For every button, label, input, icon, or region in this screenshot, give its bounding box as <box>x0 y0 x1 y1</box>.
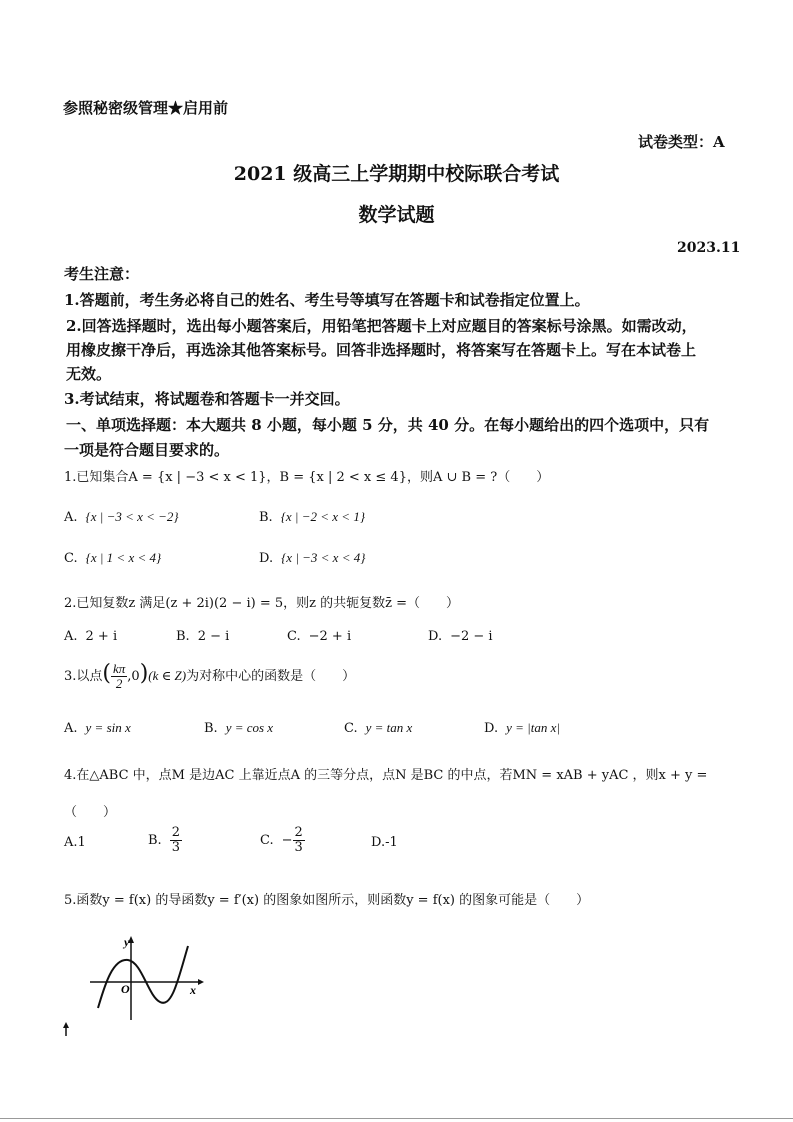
notice-item-2-line3: 无效。 <box>66 365 112 383</box>
question-1-stem: 1.已知集合A = {x | −3 < x < 1}，B = {x | 2 < x ≤ 4}，则A ∪ B = ?（ ） <box>64 470 550 485</box>
option-label: A. <box>64 510 78 525</box>
origin-label: O <box>121 982 130 996</box>
option-label: A. <box>64 721 78 736</box>
derivative-graph <box>60 930 210 1040</box>
option-label: A. <box>64 835 78 850</box>
fraction <box>111 662 127 691</box>
close-paren: ) <box>139 661 149 686</box>
question-2-option-d <box>428 629 493 644</box>
option-label: C. <box>64 551 78 566</box>
option-label: C. <box>344 721 358 736</box>
page-bottom-rule <box>0 1118 793 1119</box>
paper-type: 试卷类型：A <box>638 133 725 151</box>
section-1-heading: 一、单项选择题：本大题共 8 小题，每小题 5 分，共 40 分。在每小题给出的四个选项中，只有 <box>66 416 710 434</box>
secret-notice: 参照秘密级管理★启用前 <box>63 99 229 117</box>
question-3-option-d <box>484 720 560 736</box>
question-1-option-b <box>259 509 365 525</box>
fraction-numerator: kπ <box>113 661 126 676</box>
option-text: y = sin x <box>85 720 131 735</box>
option-text: -1 <box>385 835 398 850</box>
option-label: C. <box>287 629 301 644</box>
question-4-option-b <box>148 826 182 855</box>
option-text: −2 + i <box>308 629 352 644</box>
option-label: B. <box>259 510 273 525</box>
option-label: A. <box>64 629 78 644</box>
option-text: 2 + i <box>85 629 118 644</box>
fraction-numerator: 2 <box>171 825 180 840</box>
exam-title: 2021 级高三上学期期中校际联合考试 <box>233 163 560 185</box>
option-label: D. <box>484 721 499 736</box>
question-3-stem <box>64 656 355 695</box>
question-3-option-c <box>344 720 412 736</box>
option-label: B. <box>176 629 190 644</box>
question-1-option-a <box>64 509 179 525</box>
question-4-option-d <box>371 835 398 850</box>
stem-suffix: 为对称中心的函数是（ ） <box>186 669 356 684</box>
option-text: −2 − i <box>450 629 493 644</box>
question-2-stem: 2.已知复数z 满足(z + 2i)(2 − i) = 5，则z 的共轭复数z̄ =（ ） <box>64 596 459 611</box>
question-2-option-c <box>287 629 351 644</box>
notice-item-2-line1: 2.回答选择题时，选出每小题答案后，用铅笔把答题卡上对应题目的答案标号涂黑。如需改动， <box>66 317 697 335</box>
exam-date: 2023.11 <box>677 240 741 256</box>
question-4-stem: 4.在△ABC 中，点M 是边AC 上靠近点A 的三等分点，点N 是BC 的中点，若MN = xAB + yAC ，则x + y = <box>64 768 708 783</box>
option-text: y = tan x <box>365 720 413 735</box>
option-text: {x | −3 < x < −2} <box>85 509 179 524</box>
fraction-denominator: 2 <box>115 676 123 691</box>
option-label: D. <box>371 835 386 850</box>
fraction <box>293 826 305 855</box>
notice-heading: 考生注意： <box>64 265 140 283</box>
option-text: y = |tan x| <box>506 720 560 735</box>
y-axis-label: y <box>124 935 130 949</box>
option-label: B. <box>148 833 162 848</box>
option-text: {x | −2 < x < 1} <box>280 509 366 524</box>
question-3-option-b <box>204 720 273 736</box>
question-3-option-a <box>64 720 131 736</box>
x-axis-arrow <box>198 979 204 985</box>
fraction-denominator: 3 <box>171 840 180 855</box>
fraction <box>170 826 182 855</box>
option-text: {x | −3 < x < 4} <box>281 550 366 565</box>
question-4-option-c <box>260 826 305 855</box>
option-label: B. <box>204 721 218 736</box>
question-2-option-a <box>64 629 117 644</box>
option-text: 1 <box>77 835 86 850</box>
option-text: {x | 1 < x < 4} <box>85 550 162 565</box>
condition: (k ∈ Z) <box>148 668 187 683</box>
question-1-option-c <box>64 550 161 566</box>
fraction-numerator: 2 <box>294 825 303 840</box>
minus-sign: − <box>281 833 293 848</box>
notice-item-3: 3.考试结束，将试题卷和答题卡一并交回。 <box>64 390 350 408</box>
option-label: C. <box>260 833 274 848</box>
notice-item-1: 1.答题前，考生务必将自己的姓名、考生号等填写在答题卡和试卷指定位置上。 <box>64 291 590 309</box>
question-4-option-a <box>64 835 86 850</box>
option-label: D. <box>259 551 274 566</box>
question-5-stem: 5.函数y = f(x) 的导函数y = f′(x) 的图象如图所示，则函数y = f(x) 的图象可能是（ ） <box>64 893 590 908</box>
question-2-option-b <box>176 629 229 644</box>
derivative-curve <box>98 946 188 1008</box>
fraction-denominator: 3 <box>294 840 303 855</box>
exam-subtitle: 数学试题 <box>358 204 435 226</box>
point-y: ,0 <box>127 669 140 684</box>
option-text: y = cos x <box>225 720 274 735</box>
stem-prefix: 3.以点 <box>64 669 103 684</box>
option-label: D. <box>428 629 443 644</box>
question-1-option-d <box>259 550 365 566</box>
notice-item-2-line2: 用橡皮擦干净后，再选涂其他答案标号。回答非选择题时，将答案写在答题卡上。写在本试卷上 <box>66 341 697 359</box>
margin-mark-arrow <box>63 1022 69 1028</box>
section-1-heading-cont: 一项是符合题目要求的。 <box>64 441 230 459</box>
question-4-paren: （ ） <box>64 805 117 820</box>
option-text: 2 − i <box>197 629 230 644</box>
open-paren: ( <box>102 661 111 686</box>
x-axis-label: x <box>190 983 196 997</box>
